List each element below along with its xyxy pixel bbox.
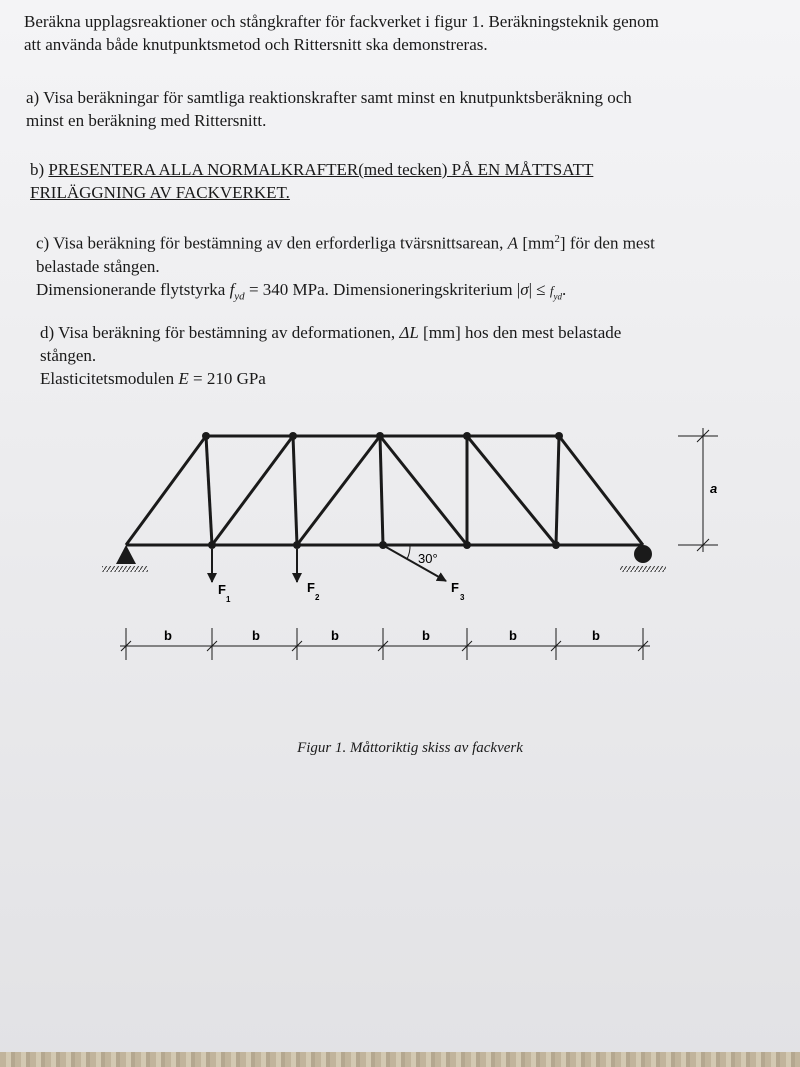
angle-label: 30° [418, 551, 438, 566]
angle-arc [407, 545, 410, 559]
part-b-line-2: FRILÄGGNING AV FACKVERKET. [30, 183, 290, 202]
part-d-line-3b: = 210 GPa [188, 369, 266, 388]
joint-top-2 [289, 432, 297, 440]
fyd-symbol-2: f [549, 282, 554, 298]
intro-paragraph [24, 10, 784, 56]
part-d-line-2: stången. [40, 346, 97, 365]
part-c-line-2: belastade stången. [36, 256, 160, 276]
width-dimension [120, 628, 650, 660]
member-diag-6 [559, 436, 643, 545]
force-f1-letter: F [218, 582, 226, 597]
force-f3-letter: F [451, 580, 459, 595]
part-c-line-3a: Dimensionerande flytstyrka [36, 279, 230, 299]
joint-top-3 [376, 432, 384, 440]
joint-bottom-5 [552, 541, 560, 549]
joint-bottom-2 [293, 541, 301, 549]
member-vert-3 [380, 436, 383, 545]
roller-support-right [620, 545, 666, 572]
part-c-line-3c: | ≤ [528, 279, 550, 299]
part-d-line-1a: d) Visa beräkning för bestämning av deformationen, [40, 323, 400, 342]
fyd-symbol: f [229, 279, 235, 299]
e-symbol: E [178, 369, 189, 388]
part-c-line-1a: c) Visa beräkning för bestämning av den erforderliga tvärsnittsarean, [36, 233, 508, 253]
dim-b-5: b [509, 628, 517, 643]
part-a-line-2: minst en beräkning med Rittersnitt. [26, 111, 267, 130]
part-a-line-1: a) Visa beräkningar för samtliga reaktionskrafter samt minst en knutpunktsberäkning och [26, 88, 632, 107]
dim-b-2: b [252, 628, 260, 643]
unit-open: [mm [518, 233, 555, 253]
part-c-line-3d: . [561, 279, 567, 299]
part-c-paragraph [36, 228, 776, 308]
dim-b-1: b [164, 628, 172, 643]
part-d-line-1b: [mm] hos den mest belastade [418, 323, 622, 342]
force-f1-sub: 1 [226, 595, 231, 604]
pin-support-left [102, 545, 148, 572]
member-vert-1 [206, 436, 212, 545]
member-vert-2 [293, 436, 297, 545]
member-vert-5 [556, 436, 559, 545]
delta-symbol: ΔL [399, 323, 419, 342]
truss-figure [0, 400, 800, 660]
intro-line-2: att använda både knutpunktsmetod och Rittersnitt ska demonstreras. [24, 35, 488, 54]
force-f2-sub: 2 [315, 593, 320, 602]
part-b-prefix: b) [30, 160, 49, 179]
unit-superscript: 2 [554, 233, 560, 245]
dim-b-4: b [422, 628, 430, 643]
intro-line-1: Beräkna upplagsreaktioner och stångkrafter för fackverket i figur 1. Beräkningsteknik genom [24, 12, 659, 31]
figure-caption: Figur 1. Måttoriktig skiss av fackverk [297, 740, 523, 756]
fyd-subscript-2: yd [553, 291, 562, 302]
part-d-paragraph [40, 321, 780, 390]
sigma-symbol: σ [520, 279, 529, 299]
part-b-line-1: PRESENTERA ALLA NORMALKRAFTER(med tecken) PÅ EN MÅTTSATT [48, 160, 594, 179]
dim-b-6: b [592, 628, 600, 643]
desk-edge [0, 1052, 800, 1067]
part-a-paragraph [26, 86, 766, 132]
part-b-paragraph [30, 158, 770, 204]
force-f3-sub: 3 [460, 593, 465, 602]
area-symbol: A [507, 233, 519, 253]
member-diag-2 [212, 436, 293, 545]
dim-b-3: b [331, 628, 339, 643]
part-c-line-3b: = 340 MPa. Dimensioneringskriterium | [244, 279, 521, 299]
joint-top-4 [463, 432, 471, 440]
member-diag-1 [126, 436, 206, 545]
joint-top-1 [202, 432, 210, 440]
joint-bottom-1 [208, 541, 216, 549]
force-f2-letter: F [307, 580, 315, 595]
fyd-subscript: yd [234, 290, 245, 303]
load-arrows [212, 547, 446, 582]
member-diag-4 [380, 436, 467, 545]
joint-top-5 [555, 432, 563, 440]
part-c-line-1b: ] för den mest [559, 233, 655, 253]
truss-members [126, 436, 643, 545]
part-d-line-3a: Elasticitetsmodulen [40, 369, 179, 388]
member-diag-3 [297, 436, 380, 545]
member-diag-5 [467, 436, 556, 545]
height-label: a [710, 481, 718, 496]
joint-bottom-4 [463, 541, 471, 549]
